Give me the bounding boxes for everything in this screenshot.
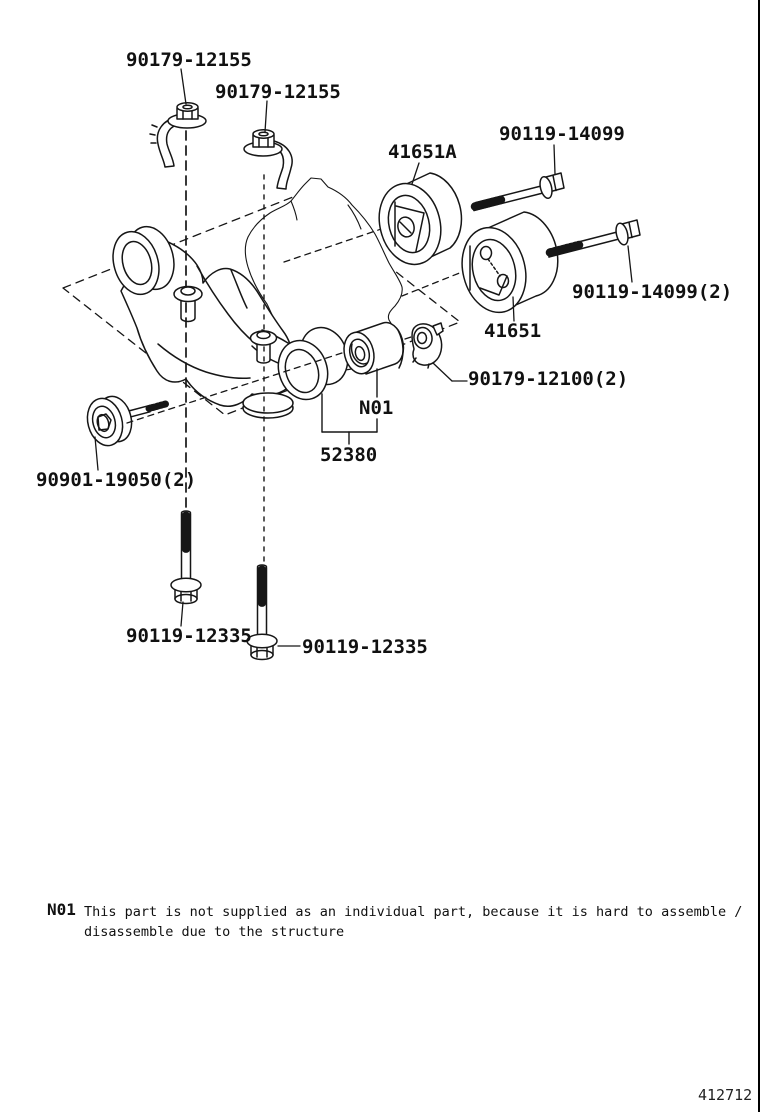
part-label-90119-12335-a: 90119-12335 <box>126 625 252 647</box>
part-label-90179-12100-2: 90179-12100(2) <box>468 368 629 390</box>
mount-cushion-41651 <box>454 212 558 319</box>
bolt-90119-14099 <box>474 173 564 211</box>
part-label-90179-12155-a: 90179-12155 <box>126 49 252 71</box>
part-label-90179-12155-b: 90179-12155 <box>215 81 341 103</box>
callout-label-n01: N01 <box>359 397 394 419</box>
part-label-90901-19050-2: 90901-19050(2) <box>36 469 197 491</box>
part-label-52380: 52380 <box>320 444 378 466</box>
footnote-line1: This part is not supplied as an individual part, because it is hard to assemble / <box>84 904 743 920</box>
footnote-line2: disassemble due to the structure <box>84 924 345 940</box>
part-label-41651A: 41651A <box>388 141 457 163</box>
bolt-90119-12335-a <box>171 511 201 604</box>
stay-nut-90179-12155-a <box>150 103 206 167</box>
stay-nut-90179-12155-b <box>244 130 292 189</box>
part-label-90119-14099: 90119-14099 <box>499 123 625 145</box>
part-label-90119-12335-b: 90119-12335 <box>302 636 428 658</box>
bolt-90119-14099-2 <box>549 220 640 257</box>
document-number: 412712 <box>698 1086 753 1104</box>
part-label-90119-14099-2: 90119-14099(2) <box>572 281 733 303</box>
footnote-code: N01 <box>47 900 76 919</box>
nut-90179-12100 <box>412 323 443 368</box>
part-label-41651: 41651 <box>484 320 542 342</box>
